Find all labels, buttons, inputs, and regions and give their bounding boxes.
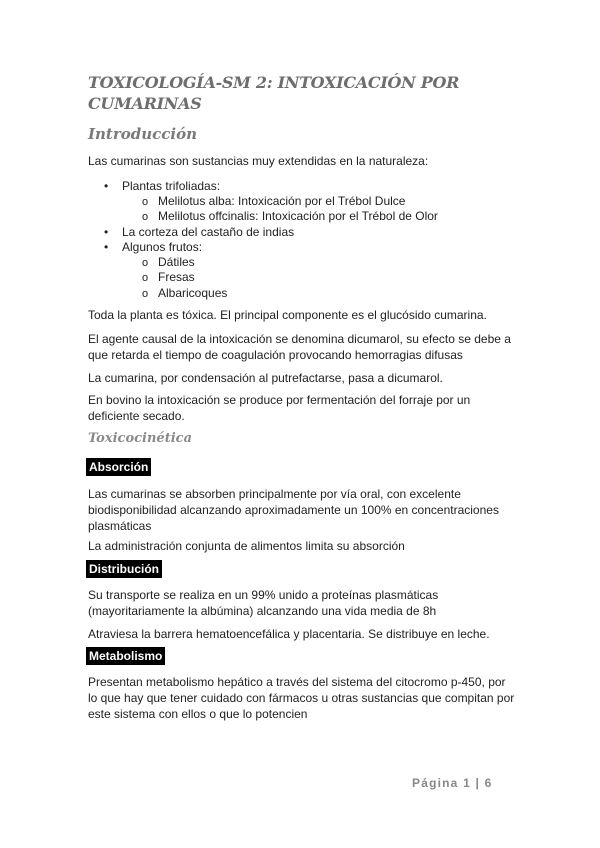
absorption-label: Absorción bbox=[86, 458, 151, 476]
absorption-paragraph: Las cumarinas se absorben principalmente por vía oral, con excelente biodisponibilidad alcanzando aproximadamente un 100% en concentraciones plasmáticas bbox=[88, 487, 499, 533]
list-subitem: Fresas bbox=[158, 270, 195, 284]
list-subitem: Melilotus alba: Intoxicación por el Trébol Dulce bbox=[158, 194, 406, 208]
list-item: Plantas trifoliadas: bbox=[122, 179, 221, 193]
intro-paragraph: El agente causal de la intoxicación se denomina dicumarol, su efecto se debe a que retarda el tiempo de coagulación provocando hemorragias difusas bbox=[88, 332, 511, 362]
toxicokinetics-heading: Toxicocinética bbox=[88, 431, 192, 446]
document-title: TOXICOLOGÍA-SM 2: INTOXICACIÓN POR CUMARINAS bbox=[88, 73, 460, 113]
intro-paragraph: En bovino la intoxicación se produce por fermentación del forraje por un deficiente secado. bbox=[88, 393, 471, 423]
bullet-marker bbox=[104, 178, 108, 194]
page-number: Página 1 | 6 bbox=[412, 776, 493, 790]
list-item: Algunos frutos: bbox=[122, 240, 203, 254]
list-item: La corteza del castaño de indias bbox=[122, 225, 295, 239]
intro-heading: Introducción bbox=[88, 125, 198, 143]
distribution-label: Distribución bbox=[86, 560, 162, 578]
sub-bullet-marker bbox=[142, 208, 148, 225]
list-subitem: Dátiles bbox=[158, 255, 195, 269]
metabolism-label: Metabolismo bbox=[86, 647, 165, 665]
bullet-marker bbox=[104, 239, 108, 255]
absorption-paragraph: La administración conjunta de alimentos limita su absorción bbox=[88, 539, 405, 553]
list-subitem: Melilotus offcinalis: Intoxicación por el Trébol de Olor bbox=[158, 209, 438, 223]
intro-paragraph: La cumarina, por condensación al putrefactarse, pasa a dicumarol. bbox=[88, 371, 443, 385]
bullet-marker bbox=[104, 224, 108, 240]
sub-bullet-marker bbox=[142, 269, 148, 286]
distribution-paragraph: Atraviesa la barrera hematoencefálica y placentaria. Se distribuye en leche. bbox=[88, 627, 490, 641]
intro-paragraph: Toda la planta es tóxica. El principal componente es el glucósido cumarina. bbox=[88, 308, 487, 322]
intro-lead: Las cumarinas son sustancias muy extendidas en la naturaleza: bbox=[88, 154, 429, 168]
metabolism-paragraph: Presentan metabolismo hepático a través del sistema del citocromo p-450, por lo que hay que tener cuidado con fármacos u otras sustancias que compitan por este sistema con ellos o que lo potencien bbox=[88, 675, 515, 721]
sub-bullet-marker bbox=[142, 285, 148, 302]
distribution-paragraph: Su transporte se realiza en un 99% unido a proteínas plasmáticas (mayoritariamente la albúmina) alcanzando una vida media de 8h bbox=[88, 588, 439, 618]
list-subitem: Albaricoques bbox=[158, 286, 228, 300]
